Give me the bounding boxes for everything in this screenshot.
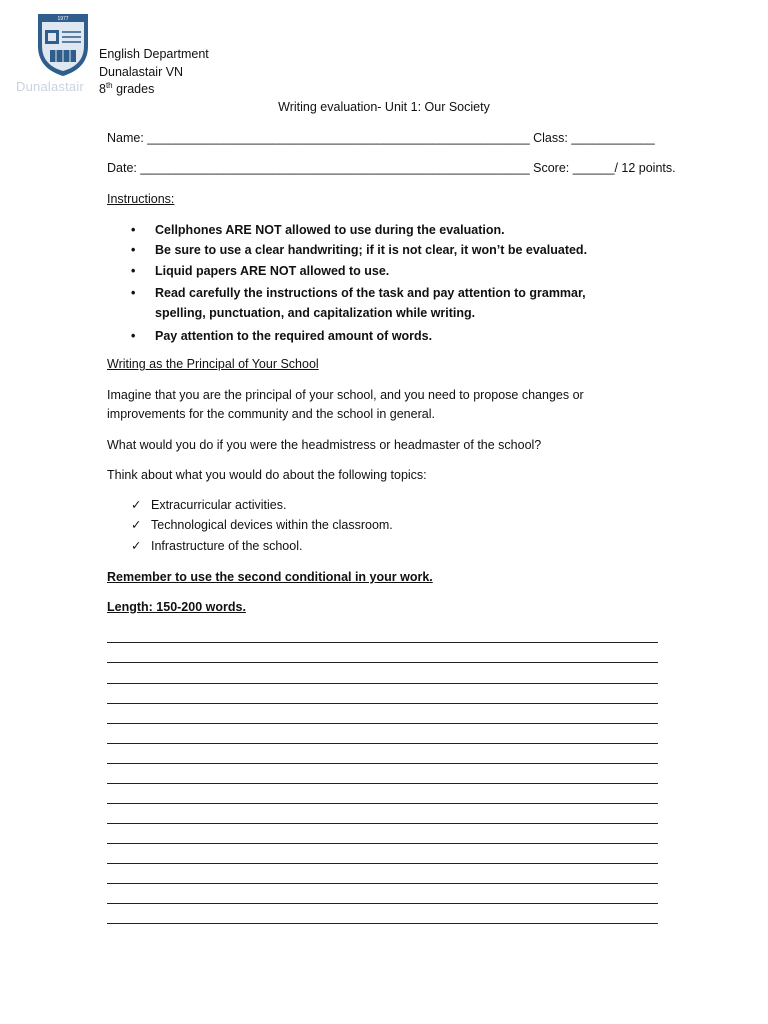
grade-word: grades	[112, 82, 155, 96]
grade-label	[99, 81, 154, 97]
writing-line	[107, 883, 658, 884]
instruction-item: • Read carefully the instructions of the task and pay attention to grammar, spelling, punctuation, and capitalization while writing.	[107, 283, 627, 324]
checkmark-icon: ✓	[131, 518, 142, 533]
department-label: English Department	[99, 47, 209, 61]
topic-item	[107, 538, 607, 554]
instruction-item: • Be sure to use a clear handwriting; if it is not clear, it won’t be evaluated.	[107, 242, 627, 258]
length-text: Length: 150-200 words.	[107, 600, 246, 614]
grade-number: 8	[99, 82, 106, 96]
task-question: What would you do if you were the headmistress or headmaster of the school?	[107, 438, 542, 452]
name-class-field: Name: _______________________________________________________ Class: ____________	[107, 131, 655, 145]
writing-line	[107, 763, 658, 764]
school-crest-logo	[36, 12, 90, 78]
topic-text: Extracurricular activities.	[151, 498, 287, 512]
writing-line	[107, 903, 658, 904]
writing-line	[107, 683, 658, 684]
logo-ghost-text: Dunalastair	[16, 79, 84, 94]
writing-line	[107, 823, 658, 824]
logo-year: 1977	[57, 16, 69, 22]
page-title: Writing evaluation- Unit 1: Our Society	[278, 100, 490, 114]
writing-line	[107, 743, 658, 744]
topic-item	[107, 497, 607, 513]
checkmark-icon: ✓	[131, 538, 142, 553]
date-score-field: Date: ________________________________________________________ Score: ______/ 12 points.	[107, 161, 676, 175]
school-label: Dunalastair VN	[99, 65, 184, 79]
writing-line	[107, 642, 658, 643]
writing-line	[107, 783, 658, 784]
instructions-list	[107, 222, 627, 348]
writing-line	[107, 803, 658, 804]
instruction-item: • Cellphones ARE NOT allowed to use during the evaluation.	[107, 222, 627, 238]
writing-line	[107, 923, 658, 924]
topics-intro: Think about what you would do about the following topics:	[107, 468, 427, 482]
topics-list	[107, 497, 607, 558]
writing-line	[107, 863, 658, 864]
task-paragraph: Imagine that you are the principal of your school, and you need to propose changes or improvements for the community and the school in general.	[107, 388, 584, 422]
instructions-heading: Instructions:	[107, 192, 175, 206]
writing-line	[107, 662, 658, 663]
grade-suffix: th	[105, 80, 113, 90]
instruction-item: • Liquid papers ARE NOT allowed to use.	[107, 263, 627, 279]
writing-line	[107, 703, 658, 704]
topic-text: Technological devices within the classroom.	[151, 518, 393, 533]
reminder-text: Remember to use the second conditional in your work.	[107, 570, 433, 584]
task-heading: Writing as the Principal of Your School	[107, 357, 319, 371]
writing-line	[107, 843, 658, 844]
instruction-item: • Pay attention to the required amount of words.	[107, 328, 627, 344]
topic-item	[107, 517, 607, 533]
checkmark-icon: ✓	[131, 498, 142, 512]
writing-line	[107, 723, 658, 724]
topic-text: Infrastructure of the school.	[151, 538, 303, 553]
